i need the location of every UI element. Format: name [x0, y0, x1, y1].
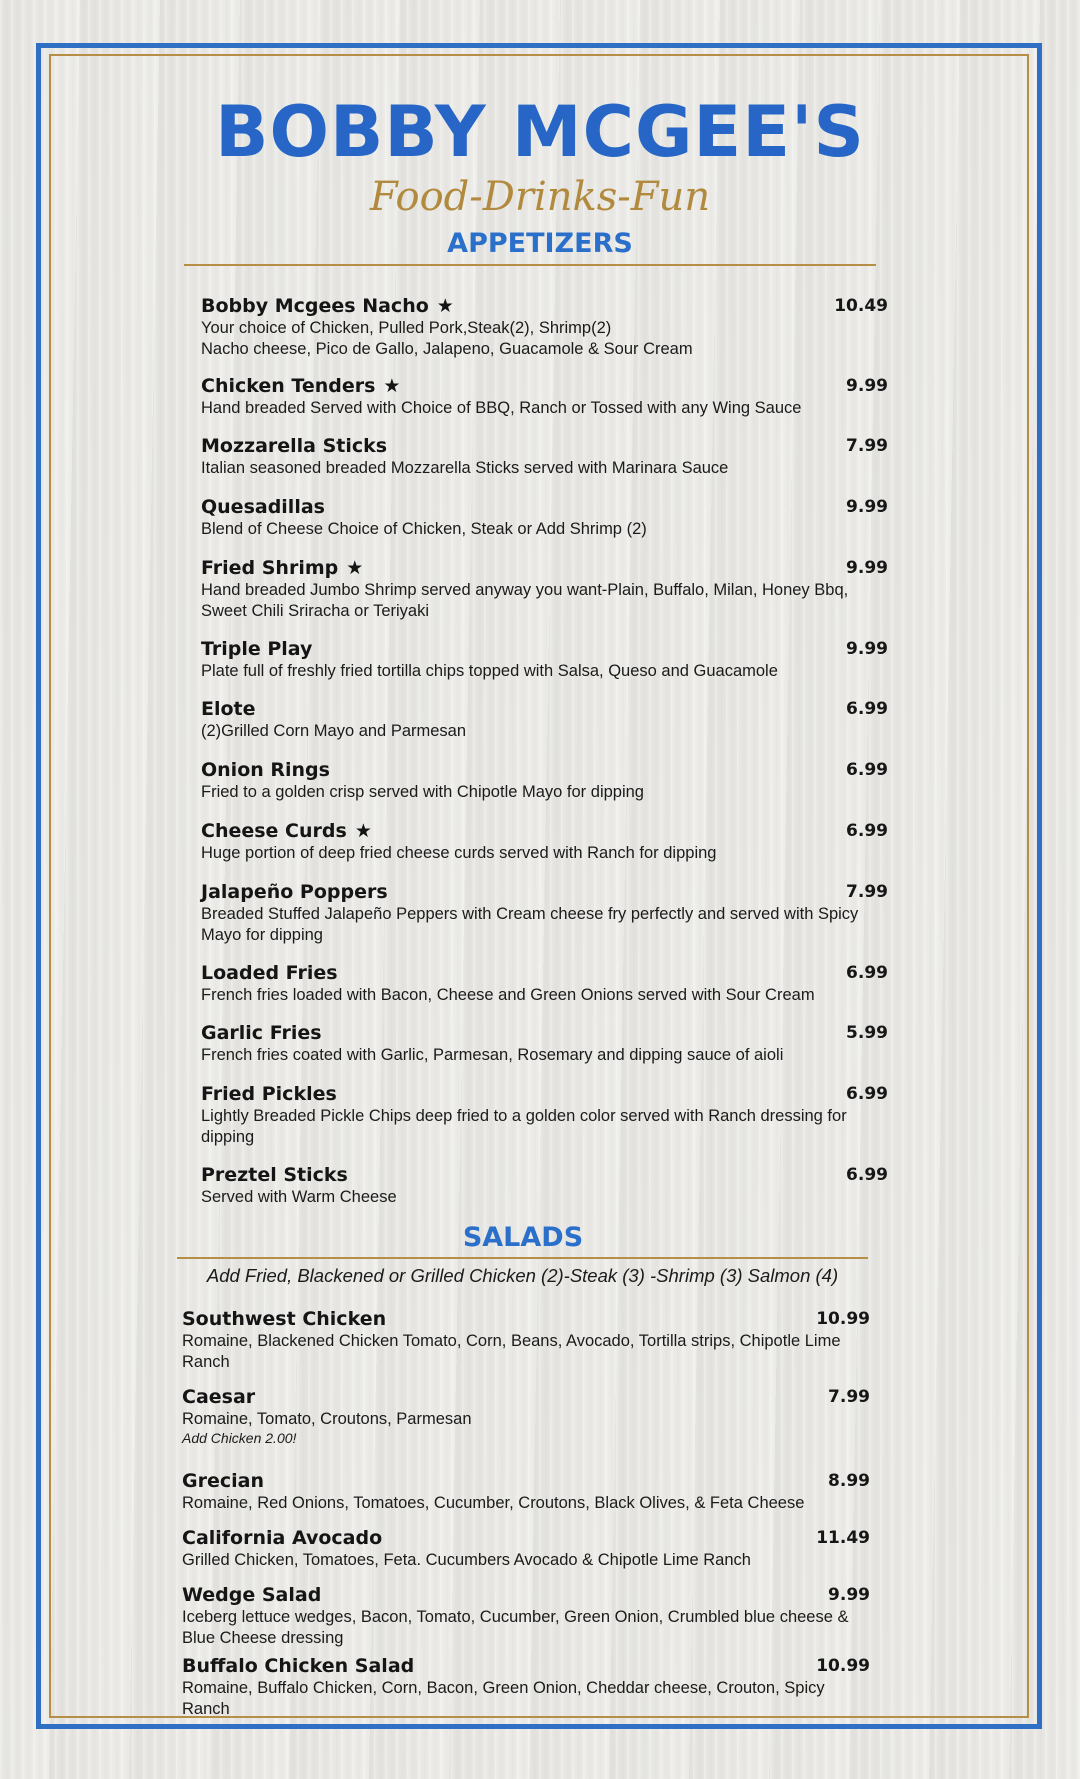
item-name-text: Garlic Fries [201, 1022, 322, 1044]
menu-item [182, 1583, 870, 1649]
menu-item [201, 1021, 888, 1066]
item-price: 6.99 [846, 963, 888, 983]
item-price: 9.99 [828, 1585, 870, 1605]
item-name-text: Onion Rings [201, 759, 330, 781]
menu-item [201, 434, 888, 479]
item-name [201, 819, 888, 843]
item-name-text: Fried Pickles [201, 1083, 337, 1105]
salads-addon-note: Add Fried, Blackened or Grilled Chicken (2)-Steak (3) -Shrimp (3) Salmon (4) [206, 1265, 839, 1286]
menu-item [182, 1469, 870, 1514]
item-name [201, 1082, 888, 1106]
menu-item [201, 637, 888, 682]
item-description: Iceberg lettuce wedges, Bacon, Tomato, Cucumber, Green Onion, Crumbled blue cheese & Blue Cheese dressing [182, 1608, 849, 1647]
item-price: 7.99 [846, 436, 888, 456]
item-price: 9.99 [846, 497, 888, 517]
item-description: Breaded Stuffed Jalapeño Peppers with Cream cheese fry perfectly and served with Spicy Mayo for dipping [201, 905, 859, 944]
item-name-text: Buffalo Chicken Salad [182, 1655, 415, 1677]
item-name-text: Caesar [182, 1386, 256, 1408]
item-price: 10.49 [834, 296, 888, 316]
item-name-text: Chicken Tenders [201, 375, 376, 397]
item-description: Romaine, Blackened Chicken Tomato, Corn, Beans, Avocado, Tortilla strips, Chipotle Lime Ranch [182, 1332, 841, 1371]
item-name [201, 961, 888, 985]
item-description: Italian seasoned breaded Mozzarella Sticks served with Marinara Sauce [201, 459, 729, 477]
item-name-text: Jalapeño Poppers [201, 881, 388, 903]
item-description: Fried to a golden crisp served with Chipotle Mayo for dipping [201, 783, 644, 801]
salads-divider [177, 1257, 868, 1259]
menu-item [182, 1654, 870, 1720]
item-name-text: Triple Play [201, 638, 313, 660]
item-name [201, 697, 888, 721]
item-price: 6.99 [846, 1165, 888, 1185]
menu-item [201, 758, 888, 803]
item-price: 6.99 [846, 821, 888, 841]
item-name [201, 495, 888, 519]
item-description: Hand breaded Jumbo Shrimp served anyway you want-Plain, Buffalo, Milan, Honey Bbq, Sweet Chili Sriracha or Teriyaki [201, 581, 849, 620]
item-description: Plate full of freshly fried tortilla chips topped with Salsa, Queso and Guacamole [201, 662, 778, 680]
item-price: 10.99 [816, 1309, 870, 1329]
star-icon: ★ [383, 375, 401, 397]
item-description: French fries coated with Garlic, Parmesan, Rosemary and dipping sauce of aioli [201, 1046, 784, 1064]
item-name-text: Mozzarella Sticks [201, 435, 388, 457]
menu-item [201, 495, 888, 540]
item-name [182, 1654, 870, 1678]
item-price: 7.99 [846, 882, 888, 902]
item-name-text: Quesadillas [201, 496, 325, 518]
appetizers-divider [184, 264, 876, 266]
item-description: Grilled Chicken, Tomatoes, Feta. Cucumbers Avocado & Chipotle Lime Ranch [182, 1551, 751, 1569]
item-name-text: Elote [201, 698, 256, 720]
item-price: 5.99 [846, 1023, 888, 1043]
restaurant-title: BOBBY MCGEE'S [215, 91, 865, 173]
item-description: French fries loaded with Bacon, Cheese and Green Onions served with Sour Cream [201, 986, 815, 1004]
item-description: Romaine, Buffalo Chicken, Corn, Bacon, Green Onion, Cheddar cheese, Crouton, Spicy Ranch [182, 1679, 825, 1718]
item-name [201, 556, 888, 580]
item-description: (2)Grilled Corn Mayo and Parmesan [201, 722, 467, 740]
item-name [201, 434, 888, 458]
item-description: Lightly Breaded Pickle Chips deep fried to a golden color served with Ranch dressing for dipping [201, 1107, 847, 1146]
item-description: Romaine, Tomato, Croutons, Parmesan [182, 1410, 472, 1428]
item-description: Hand breaded Served with Choice of BBQ, Ranch or Tossed with any Wing Sauce [201, 399, 802, 417]
menu-item [182, 1385, 870, 1446]
item-name [201, 880, 888, 904]
item-price: 10.99 [816, 1656, 870, 1676]
item-name [201, 294, 888, 318]
item-note: Add Chicken 2.00! [182, 1430, 297, 1446]
menu-item [201, 697, 888, 742]
item-name [201, 1163, 888, 1187]
item-description: Huge portion of deep fried cheese curds served with Ranch for dipping [201, 844, 717, 862]
item-price: 6.99 [846, 699, 888, 719]
item-price: 9.99 [846, 376, 888, 396]
appetizers-heading: APPETIZERS [447, 228, 633, 259]
item-description: Romaine, Red Onions, Tomatoes, Cucumber, Croutons, Black Olives, & Feta Cheese [182, 1494, 805, 1512]
menu-item [182, 1307, 870, 1373]
item-name-text: Loaded Fries [201, 962, 338, 984]
menu-item [201, 1082, 888, 1148]
item-name-text: Southwest Chicken [182, 1308, 387, 1330]
item-price: 7.99 [828, 1387, 870, 1407]
menu-item [201, 556, 888, 622]
item-name [182, 1526, 870, 1550]
item-name-text: Bobby Mcgees Nacho [201, 295, 429, 317]
item-name-text: Fried Shrimp [201, 557, 339, 579]
item-price: 9.99 [846, 558, 888, 578]
item-name [182, 1307, 870, 1331]
item-description: Your choice of Chicken, Pulled Pork,Steak(2), Shrimp(2) Nacho cheese, Pico de Gallo, Jalapeno, Guacamole & Sour Cream [201, 319, 693, 358]
item-name-text: Cheese Curds [201, 820, 347, 842]
salads-heading: SALADS [462, 1222, 584, 1253]
menu-item [201, 880, 888, 946]
item-price: 6.99 [846, 1084, 888, 1104]
item-price: 8.99 [828, 1471, 870, 1491]
menu-item [201, 1163, 888, 1208]
star-icon: ★ [346, 557, 364, 579]
menu-item [201, 294, 888, 360]
restaurant-tagline: Food-Drinks-Fun [369, 174, 711, 220]
item-description: Served with Warm Cheese [201, 1188, 397, 1206]
item-name [201, 374, 888, 398]
item-name-text: Preztel Sticks [201, 1164, 348, 1186]
item-name [182, 1469, 870, 1493]
menu-item [201, 819, 888, 864]
star-icon: ★ [436, 295, 454, 317]
item-name [201, 637, 888, 661]
item-name-text: Wedge Salad [182, 1584, 322, 1606]
item-name-text: Grecian [182, 1470, 264, 1492]
item-description: Blend of Cheese Choice of Chicken, Steak or Add Shrimp (2) [201, 520, 647, 538]
item-name [182, 1583, 870, 1607]
menu-item [201, 374, 888, 419]
menu-item [201, 961, 888, 1006]
item-name [182, 1385, 870, 1409]
star-icon: ★ [354, 820, 372, 842]
item-name [201, 1021, 888, 1045]
item-price: 9.99 [846, 639, 888, 659]
menu-item [182, 1526, 870, 1571]
item-name-text: California Avocado [182, 1527, 383, 1549]
item-price: 6.99 [846, 760, 888, 780]
item-name [201, 758, 888, 782]
item-price: 11.49 [816, 1528, 870, 1548]
